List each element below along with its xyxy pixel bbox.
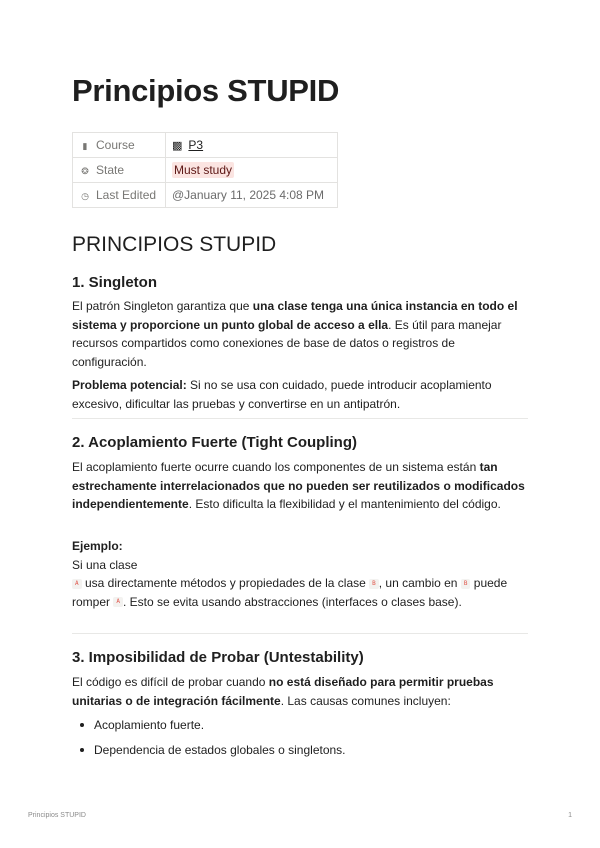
inline-code: A <box>72 579 82 589</box>
inline-code: B <box>369 579 379 589</box>
list-item: Acoplamiento fuerte. <box>72 716 528 741</box>
clock-icon: ◷ <box>81 191 89 201</box>
property-key: ◷ Last Edited <box>73 183 166 208</box>
book-icon: ▮ <box>82 141 88 151</box>
section-title-coupling: 2. Acoplamiento Fuerte (Tight Coupling) <box>72 434 357 451</box>
property-key: ❂ State <box>73 158 166 183</box>
computer-icon: ▩ <box>172 140 183 152</box>
property-row-last-edited <box>73 183 338 208</box>
paragraph: Ejemplo: Si una clase A usa directamente métodos y propiedades de la clase B , un cambio en B puede romper A . Esto se evita usando abstracciones (interfaces o clases base). <box>72 539 508 609</box>
paragraph: El código es difícil de probar cuando no está diseñado para permitir pruebas unitarias o de integración fácilmente. Las causas comunes incluyen: <box>72 675 494 708</box>
state-badge: Must study <box>174 163 233 177</box>
course-link[interactable]: P3 <box>188 138 204 152</box>
properties-table <box>72 132 338 208</box>
property-value <box>166 158 338 183</box>
property-row-course <box>73 133 338 158</box>
page-number: 1 <box>568 812 572 819</box>
inline-code: A <box>113 597 123 607</box>
paragraph: El acoplamiento fuerte ocurre cuando los componentes de un sistema están tan estrechamente interrelacionados que no pueden ser reutilizados o modificados independientemente. Esto dificulta la flexibilidad y el mantenimiento del código. <box>72 460 525 511</box>
list-item: Dependencia de estados globales o singletons. <box>72 741 528 766</box>
property-key: ▮ Course <box>73 133 166 158</box>
section-title-singleton: 1. Singleton <box>72 274 158 291</box>
page-title: Principios STUPID <box>72 73 340 108</box>
divider <box>72 633 528 634</box>
property-value <box>166 133 338 158</box>
section-heading: PRINCIPIOS STUPID <box>72 233 277 256</box>
property-value: @January 11, 2025 4:08 PM <box>166 183 338 208</box>
paragraph: Problema potencial: Si no se usa con cuidado, puede introducir acoplamiento excesivo, dificultar las pruebas y convertirse en un antipatrón. <box>72 378 492 411</box>
footer-title: Principios STUPID <box>28 812 86 819</box>
divider <box>72 418 528 419</box>
inline-code: B <box>461 579 471 589</box>
paragraph: El patrón Singleton garantiza que una clase tenga una única instancia en todo el sistema y proporcione un punto global de acceso a ella. Es útil para manejar recursos compartidos como conexiones de base de datos o registros de configuración. <box>72 299 518 369</box>
property-row-state <box>73 158 338 183</box>
loader-icon: ❂ <box>81 166 89 176</box>
bullet-list <box>72 716 528 766</box>
section-title-untestability: 3. Imposibilidad de Probar (Untestability) <box>72 649 364 666</box>
